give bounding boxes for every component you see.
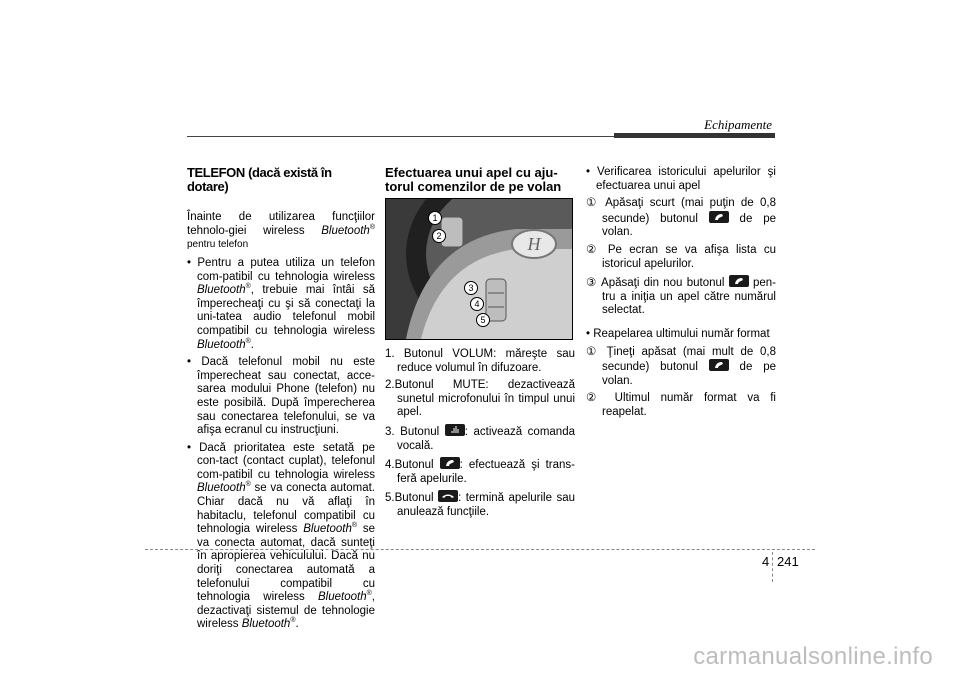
page-number: 241: [777, 554, 799, 569]
redial-step-1: ① Ţineţi apăsat (mai mult de 0,8 secunde) butonul de pe volan.: [586, 345, 776, 387]
chapter-number: 4: [762, 554, 770, 569]
redial-heading: • Reapelarea ultimului număr format: [586, 327, 770, 340]
item-end: 5.Butonul : termină apelurile sau anulează funcţiile.: [385, 492, 575, 518]
item-volume: 1. Butonul VOLUM: măreşte sau reduce volumul în difuzoare.: [385, 348, 575, 374]
callout-2: 2: [432, 229, 446, 243]
redial-step-2: ② Ultimul număr format va fi reapelat.: [586, 392, 776, 418]
column-history: [586, 166, 776, 424]
steering-wheel-image: [385, 198, 573, 340]
header-bar: [614, 133, 775, 138]
bullet-priority: • Dacă prioritatea este setată pe con-tact (contact cuplat), telefonul com-patibil cu tehnologia wireless Bluetooth® se va conecta automat. Chiar dacă nu vă aflaţi în habitaclu, telefonul compatibil cu tehnologia wireless Bluetooth® se va conecta automat, dacă sunteţi în apropierea vehiculului. Dacă nu doriţi conectarea automată a telefonului compatibil cu tehnologia wireless Bluetooth®, dezactivaţi sistemul de tehnologie wireless Bluetooth®.: [187, 441, 375, 631]
voice-button-icon: [445, 424, 465, 436]
watermark: carmanualsonline.info: [693, 643, 933, 670]
item-mute: 2.Butonul MUTE: dezactivează sunetul microfonului în timpul unui apel.: [385, 379, 575, 419]
section-title: Echipamente: [704, 117, 772, 132]
callout-3: 3: [464, 281, 478, 295]
bullet-not-paired: • Dacă telefonul mobil nu este împerecheat sau conectat, acce-sarea modului Phone (telefon) nu este posibilă. După împerecherea sau conectarea telefonului, se va afişa ecranul cu instrucţiuni.: [187, 356, 375, 437]
callout-4: 4: [470, 297, 484, 311]
column-telefon: [187, 166, 375, 636]
callout-5: 5: [476, 313, 490, 327]
footer-divider: [772, 552, 773, 582]
end-call-button-icon: [438, 490, 458, 502]
history-step-2: ② Pe ecran se va afişa lista cu istoricul apelurilor.: [586, 243, 776, 270]
steering-heading: Efectuarea unui apel cu aju-torul comenzilor de pe volan: [385, 165, 562, 194]
history-step-3: ③ Apăsaţi din nou butonul pen-tru a iniţia un apel către numărul selectat.: [586, 277, 777, 317]
column-steering-calls: [385, 166, 575, 524]
svg-text:H: H: [527, 234, 541, 254]
callout-1: 1: [428, 211, 442, 225]
header-rule: [187, 136, 614, 137]
item-call: 4.Butonul : efectuează şi trans-feră apelurile.: [385, 459, 575, 485]
history-heading: • Verificarea istoricului apelurilor şi efectuarea unui apel: [586, 166, 776, 192]
call-button-icon: [729, 275, 749, 287]
call-button-icon: [440, 457, 460, 469]
footer-rule: [145, 549, 815, 550]
history-step-1: ① Apăsaţi scurt (mai puţin de 0,8 secunde) butonul de pe volan.: [586, 197, 776, 239]
intro-paragraph: Înainte de utilizarea funcţiilor tehnolo-giei wireless Bluetooth® pentru telefon: [187, 211, 375, 251]
item-voice: 3. Butonul : activează comanda vocală.: [385, 425, 575, 452]
bullet-pairing: • Pentru a putea utiliza un telefon com-patibil cu tehnologia wireless Bluetooth®, trebuie mai întâi să împerecheaţi cu şi să conectaţi la uni-tatea audio telefonul mobil compatibil cu tehnologia wireless Bluetooth®.: [187, 256, 375, 351]
telefon-heading: TELEFON (dacă există în dotare): [187, 165, 332, 194]
call-button-icon: [709, 211, 729, 223]
call-button-icon: [709, 359, 729, 371]
